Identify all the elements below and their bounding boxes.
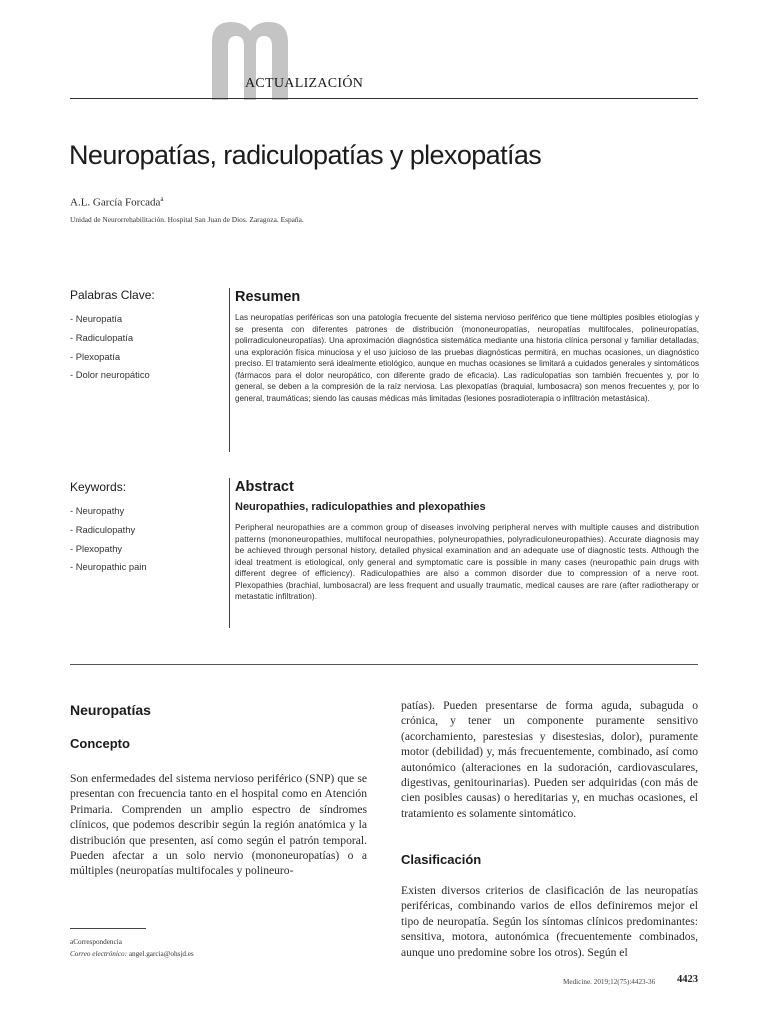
footnote-correspondence: aCorrespondencia: [70, 938, 122, 946]
author-names: A.L. García Forcada: [70, 196, 161, 209]
running-footer-citation: Medicine. 2019;12(75):4423-36: [563, 978, 656, 986]
resumen-text: Las neuropatías periféricas son una patología frecuente del sistema nervioso periférico que tiene múltiples posibles etiologías y se presenta con diferentes patrones de distribución (mononeuropatías, neuropatías multifocales, polineuropatías, polirradiculoneuropatías). Una aproximación diagnóstica sistemática mediante una historia clínica personal y familiar detalladas, una exploración física minuciosa y el uso juicioso de las pruebas diagnósticas permitirá, en muchas ocasiones, un diagnóstico preciso. El tratamiento será idealmente etiológico, aunque en muchas ocasiones se limitará a cuidados generales y sintomáticos (fármacos para el dolor neuropático, con diferente grado de eficacia). Las radiculopatías son también frecuentes y, por lo general, se deben a la compresión de la raíz nerviosa. Las plexopatías (braquial, lumbosacra) son menos frecuentes y, por lo general, traumáticas; siendo las causas médicas más limitadas (lesiones posradioterapia o infiltración metastásica).: [235, 313, 699, 403]
keywords-label-en: Keywords:: [70, 480, 127, 494]
column-divider-es: [229, 288, 230, 452]
subsection-title-clasificacion: Clasificación: [401, 852, 482, 867]
keyword-item: - Radiculopatía: [70, 331, 134, 343]
abstract-text: Peripheral neuropathies are a common group of diseases involving peripheral nerves with multiple causes and distribution patterns (mononeuropathies, multifocal neuropathies, polyneuropathies, polyradiculoneuropathies). Accurate diagnosis may be achieved through personal history, detailed physical examination and an adequate use of diagnostic tests. Although the ideal treatment is etiological, only general and symptomatic care is possible in many cases (neuropathic pain drugs with different degree of efficiency). Radiculopathies are also a common disorder due to compression of a nerve root. Plexopathies (brachial, lumbosacral) are less frequent and usually traumatic, medical causes are rare (after radiotherapy or metastatic infiltration).: [235, 523, 699, 601]
section-title-neuropatias: Neuropatías: [70, 702, 151, 718]
keyword-item: - Neuropatía: [70, 313, 123, 324]
abstract-heading: Abstract: [235, 479, 294, 495]
affiliation: Unidad de Neurorrehabilitación. Hospital San Juan de Dios. Zaragoza. España.: [70, 215, 304, 224]
classification-paragraph: Existen diversos criterios de clasificación de las neuropatías periféricas, combinando varios de ellos definiremos mejor el tipo de neuropatía. Según los síntomas clínicos predominantes: sensitiva, motora, autonómica (frecuentemente combinados, aunque uno predomine sobre los otros). Según el: [401, 884, 698, 959]
article-title: Neuropatías, radiculopatías y plexopatías: [69, 140, 542, 170]
footnote-email-address: angel.garcia@ohsjd.es: [128, 950, 194, 958]
body-divider: [70, 664, 698, 665]
footnote-divider: [70, 928, 146, 929]
author-footnote-mark: a: [160, 195, 164, 203]
keyword-item: - Plexopatía: [70, 350, 121, 362]
keywords-label-es: Palabras Clave:: [70, 288, 155, 302]
keyword-item: - Neuropathic pain: [70, 561, 147, 573]
concept-paragraph: Son enfermedades del sistema nervioso periférico (SNP) que se presentan con frecuencia tanto en el hospital como en Atención Primaria. Comprenden un amplio espectro de síndromes clínicos, que podemos describir según la región anatómica y la distribución que presenten, así como según el patrón temporal. Pueden afectar a un solo nervio (mononeuropatías) o a múltiples (neuropatías multifocales y polineuro-: [70, 772, 367, 878]
keywords-list-en: [70, 504, 147, 579]
footnote-email: [70, 950, 194, 958]
column-divider-en: [229, 478, 230, 628]
concept-paragraph-continued: patías). Pueden presentarse de forma aguda, subaguda o crónica, y tener un componente puramente sensitivo (acorchamiento, parestesias y disestesias, dolor), puramente motor (debilidad) y, más frecuentemente, combinado, así como autonómico (alteraciones en la sudoración, cardiovasculares, digestivas, genitourinarias). Pueden ser adquiridas (con más de cien posibles causas) o hereditarias y, en muchas ocasiones, el tratamiento es solamente sintomático.: [401, 699, 698, 820]
footnote-email-label: Correo electrónico:: [70, 950, 128, 958]
keyword-item: - Neuropathy: [70, 505, 125, 516]
header-divider: [70, 98, 698, 99]
keyword-item: - Radiculopathy: [70, 523, 136, 535]
abstract-subheading: Neuropathies, radiculopathies and plexopathies: [235, 501, 486, 513]
keyword-item: - Plexopathy: [70, 542, 123, 554]
keyword-item: - Dolor neuropático: [70, 369, 150, 381]
subsection-title-concepto: Concepto: [70, 736, 130, 751]
keywords-list-es: [70, 312, 150, 387]
page-number: 4423: [677, 974, 698, 985]
author-line: [70, 195, 164, 209]
section-label: ACTUALIZACIÓN: [245, 76, 364, 91]
resumen-heading: Resumen: [235, 289, 301, 305]
